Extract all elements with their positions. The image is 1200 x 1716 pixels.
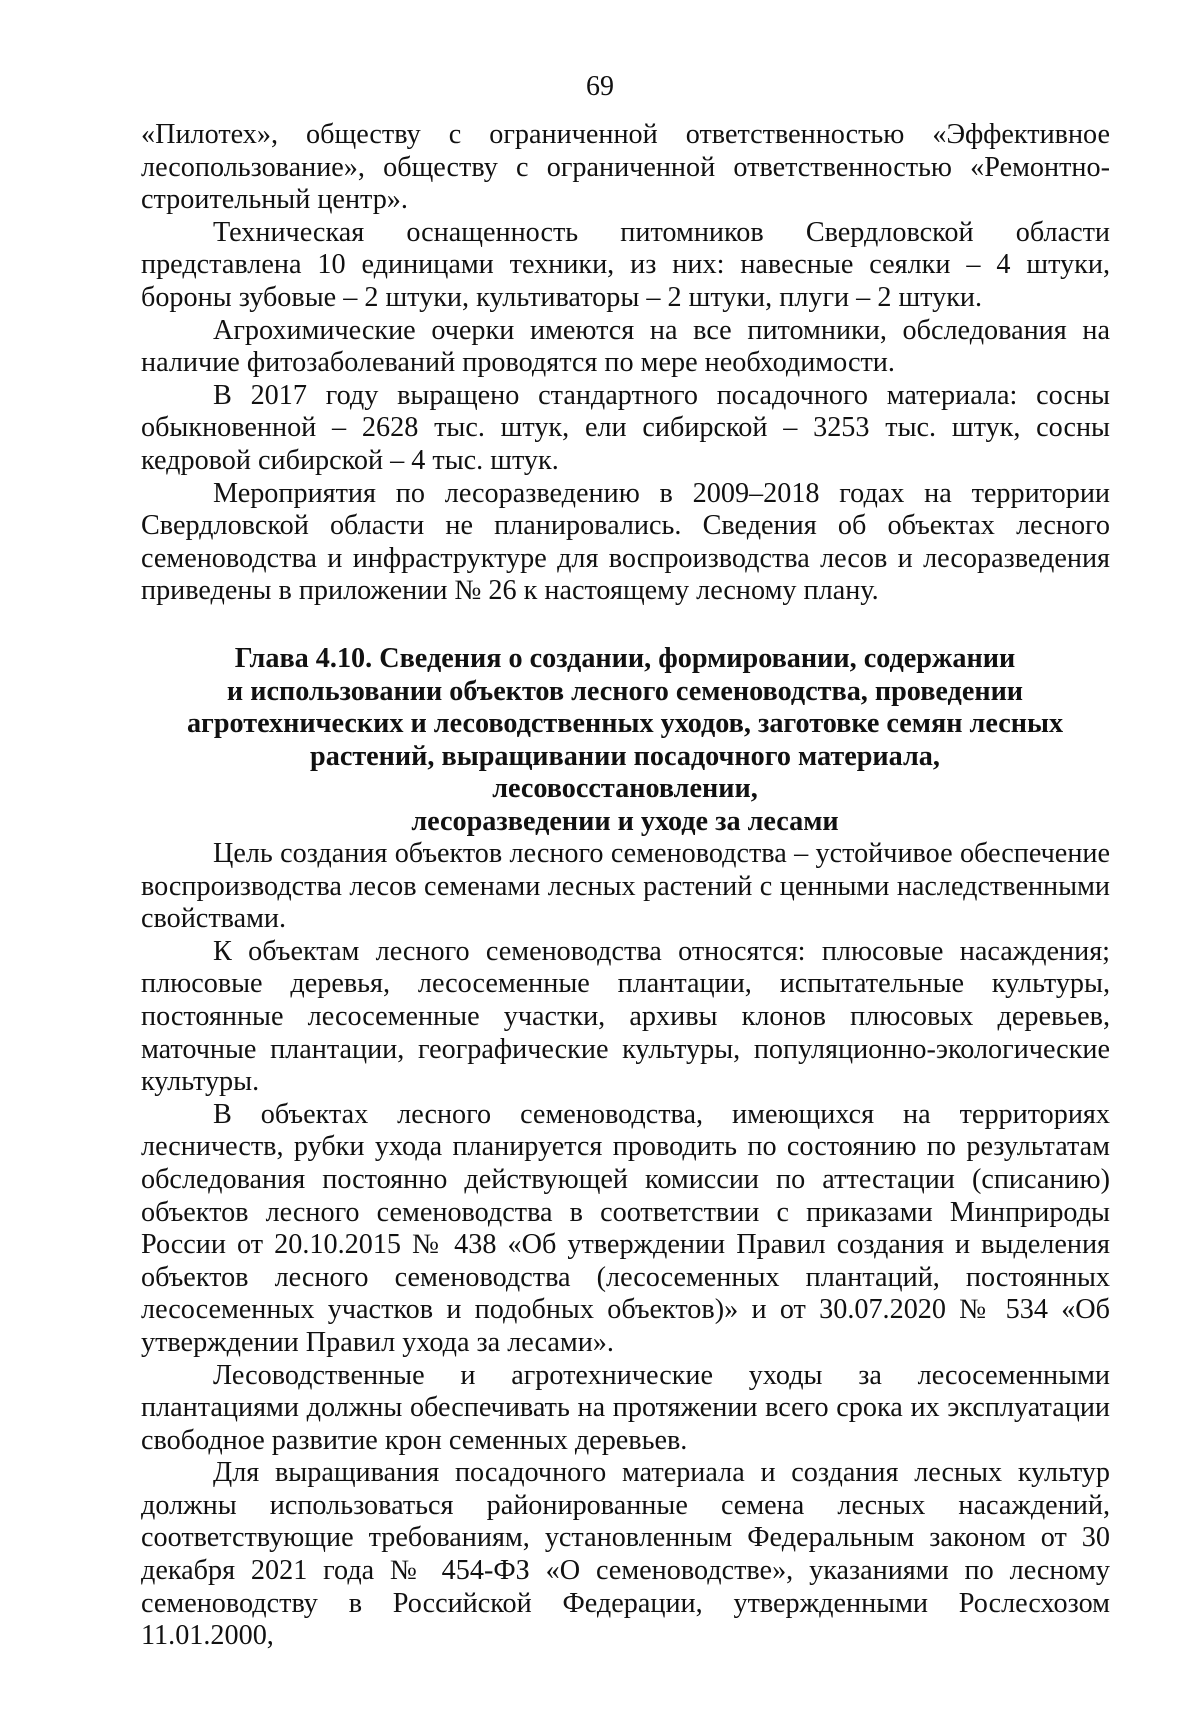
paragraph-seed-objects-list: К объектам лесного семеноводства относятся: плюсовые насаждения; плюсовые деревья, лесосеменные плантации, испытательные культуры, постоянные лесосеменные участки, архивы клонов плюсовых деревьев, маточные плантации, географические культуры, популяционно-экологические культуры. [141, 935, 1110, 1098]
page-number: 69 [586, 71, 614, 102]
paragraph-plantation-care: Лесоводственные и агротехнические уходы за лесосеменными плантациями должны обеспечивать на протяжении всего срока их эксплуатации свободное развитие крон семенных деревьев. [141, 1359, 1110, 1456]
chapter-heading-line: растений, выращивании посадочного материала, лесовосстановлении, [310, 740, 940, 805]
paragraph-afforestation: Мероприятия по лесоразведению в 2009–2018 годах на территории Свердловской области не планировались. Сведения об объектах лесного семеноводства и инфраструктуре для воспроизводства лесов и лесоразведения приведены в приложении № 26 к настоящему лесному плану. [141, 477, 1110, 607]
paragraph-thinning-regulations: В объектах лесного семеноводства, имеющихся на территориях лесничеств, рубки ухода планируется проводить по состоянию по результатам обследования постоянно действующей комиссии по аттестации (списанию) объектов лесного семеноводства в соответствии с приказами Минприроды России от 20.10.2015 № 438 «Об утверждении Правил создания и выделения объектов лесного семеноводства (лесосеменных плантаций, постоянных лесосеменных участков и подобных объектов)» и от 30.07.2020 № 534 «Об утверждении Правил ухода за лесами». [141, 1098, 1110, 1358]
top-text-block [141, 119, 1110, 608]
chapter-heading-line: Глава 4.10. Сведения о создании, формировании, содержании [234, 643, 1016, 674]
chapter-heading-line: и использовании объектов лесного семеноводства, проведении [226, 675, 1024, 707]
paragraph-planting-material-2017: В 2017 году выращено стандартного посадочного материала: сосны обыкновенной – 2628 тыс. штук, ели сибирской – 3253 тыс. штук, сосны кедровой сибирской – 4 тыс. штук. [141, 379, 1110, 476]
chapter-heading-line: лесоразведении и уходе за лесами [411, 805, 839, 837]
chapter-heading-line: агротехнических и лесоводственных уходов, заготовке семян лесных [186, 708, 1064, 740]
paragraph-seed-objects-goal: Цель создания объектов лесного семеноводства – устойчивое обеспечение воспроизводства лесов семенами лесных растений с ценными наследственными свойствами. [141, 838, 1110, 935]
paragraph-technical-equipment: Техническая оснащенность питомников Свердловской области представлена 10 единицами техники, из них: навесные сеялки – 4 штуки, бороны зубовые – 2 штуки, культиваторы – 2 штуки, плуги – 2 штуки. [141, 216, 1110, 313]
paragraph-continuation: «Пилотех», обществу с ограниченной ответственностью «Эффективное лесопользование», обществу с ограниченной ответственностью «Ремонтно-строительный центр». [141, 119, 1110, 216]
paragraph-planting-material-requirements: Для выращивания посадочного материала и создания лесных культур должны использоваться районированные семена лесных насаждений, соответствующие требованиям, установленным Федеральным законом от 30 декабря 2021 года № 454-ФЗ «О семеноводстве», указаниями по лесному семеноводству в Российской Федерации, утвержденными Рослесхозом 11.01.2000, [141, 1457, 1110, 1652]
chapter-heading [180, 643, 1070, 839]
chapter-text-block [141, 838, 1110, 1653]
paragraph-agrochemical-reports: Агрохимические очерки имеются на все питомники, обследования на наличие фитозаболеваний проводятся по мере необходимости. [141, 314, 1110, 379]
